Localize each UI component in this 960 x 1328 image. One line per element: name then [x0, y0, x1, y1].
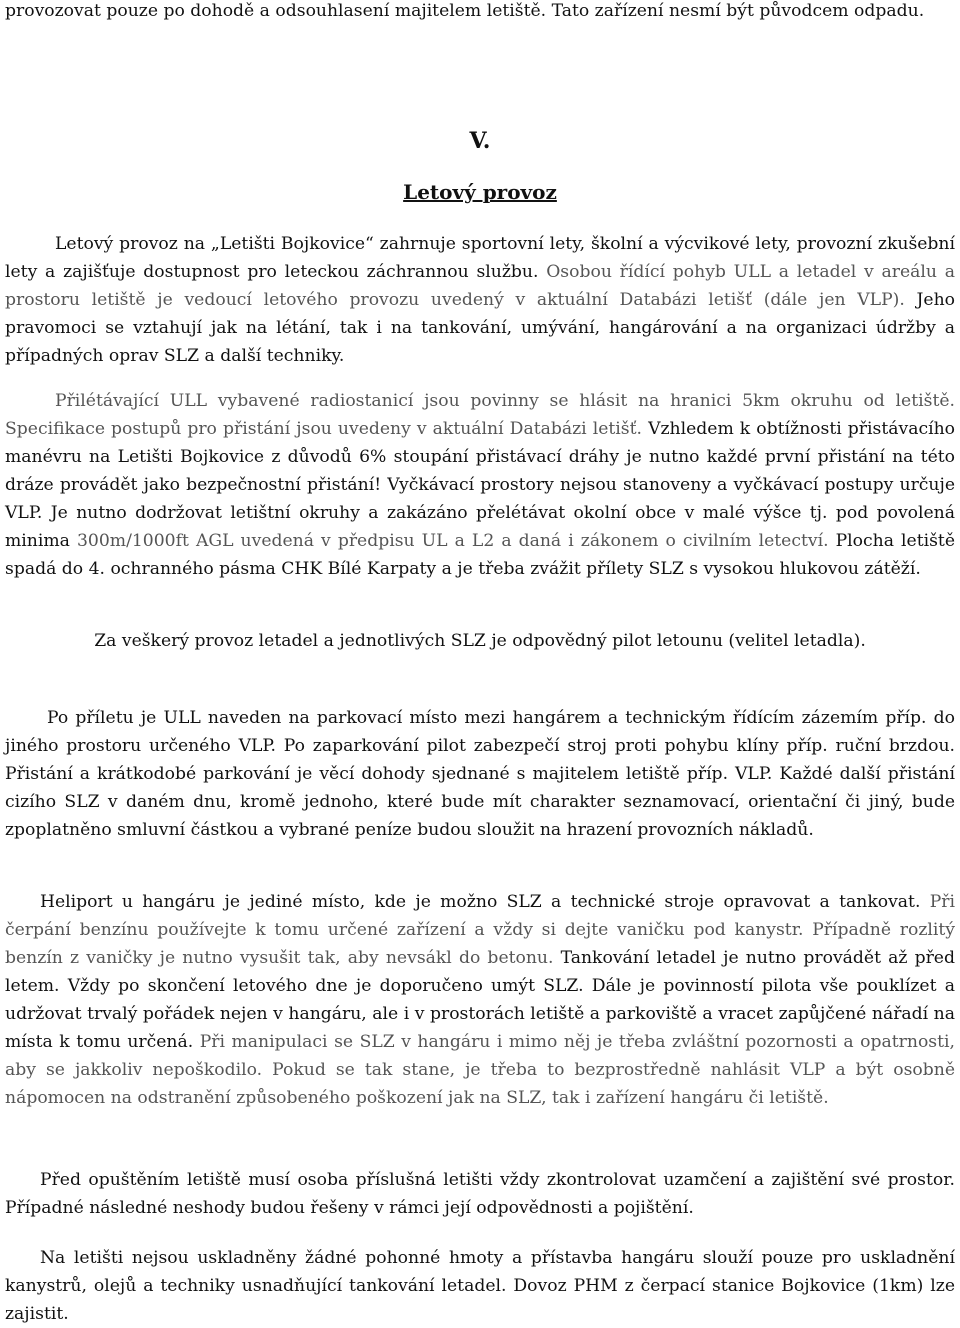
paragraph-arrivals — [5, 387, 955, 583]
paragraph-text: Při čerpání benzínu používejte k tomu určené zařízení a vždy si dejte vaničku pod kanystr. Případně rozlitý benzín z vaničky je nutno vysušit tak, aby nevsákl do betonu. — [5, 892, 955, 968]
paragraph-text: Přilétávající ULL vybavené radiostanicí jsou povinny se hlásit na hranici 5km okruhu od letiště. Specifikace postupů pro přistání jsou uvedeny v aktuální Databázi letišť. — [5, 391, 955, 439]
paragraph-text: 300m/1000ft AGL uvedená v předpisu UL a L2 a daná i zákonem o civilním letectví. — [69, 531, 829, 551]
paragraph-text: Jeho pravomoci se vztahují jak na létání, tak i na tankování, umývání, hangárování a na organizaci údržby a případných oprav SLZ a další techniky. — [5, 290, 955, 366]
paragraph-text: Osobou řídící pohyb ULL a letadel v areálu a prostoru letiště je vedoucí letového provozu uvedený v aktuální Databázi letišť (dále jen VLP). — [5, 262, 955, 310]
paragraph-text: Letový provoz na „Letišti Bojkovice“ zahrnuje sportovní lety, školní a výcvikové lety, provozní zkušební lety a zajišťuje dostupnost pro leteckou záchrannou službu. — [5, 234, 955, 282]
section-title: Letový provoz — [403, 180, 557, 204]
paragraph-pilot-responsibility: Za veškerý provoz letadel a jednotlivých SLZ je odpovědný pilot letounu (velitel letadla). — [94, 631, 866, 651]
paragraph-parking: Po příletu je ULL naveden na parkovací místo mezi hangárem a technickým řídícím zázemím příp. do jiného prostoru určeného VLP. Po zaparkování pilot zabezpečí stroj proti pohybu klíny příp. ruční brzdou. Přistání a krátkodobé parkování je věcí dohody sjednané s majitelem letiště příp. VLP. Každé další přistání cizího SLZ v daném dnu, kromě jednoho, které bude mít charakter seznamovací, orientační či jiný, bude zpoplatněno smluvní částkou a vybrané peníze budou sloužit na hrazení provozních nákladů. — [5, 708, 955, 840]
paragraph-heliport — [5, 888, 955, 1112]
paragraph-text: Heliport u hangáru je jediné místo, kde je možno SLZ a technické stroje opravovat a tankovat. — [40, 892, 921, 912]
paragraph-leaving-airfield: Před opuštěním letiště musí osoba příslušná letišti vždy zkontrolovat uzamčení a zajištění své prostor. Případné následné neshody budou řešeny v rámci její odpovědnosti a pojištění. — [5, 1170, 955, 1218]
paragraph-flight-operations — [5, 230, 955, 370]
paragraph-text: Při manipulaci se SLZ v hangáru i mimo něj je třeba zvláštní pozornosti a opatrnosti, aby se jakkoliv nepoškodilo. Pokud se tak stane, je třeba to bezprostředně nahlásit VLP a být osobně nápomocen na odstranění způsobeného poškození jak na SLZ, tak i zařízení hangáru či letiště. — [5, 1032, 955, 1108]
paragraph-text: Vzhledem k obtížnosti přistávacího manévru na Letišti Bojkovice z důvodů 6% stoupání přistávací dráhy je nutno každé první přistání na této dráze provádět jako bezpečnostní přistání! Vyčkávací prostory nejsou stanoveny a vyčkávací postupy určuje VLP. Je nutno dodržovat letištní okruhy a zakázáno přelétávat okolní obce v malé výšce tj. pod povolená minima — [5, 419, 955, 551]
paragraph-text: Tankování letadel je nutno provádět až před letem. Vždy po skončení letového dne je doporučeno umýt SLZ. Dále je povinností pilota vše pouklízet a udržovat trvalý pořádek nejen v hangáru, ale i v prostorách letiště a parkoviště a vracet zapůjčené nářadí na místa k tomu určená. — [5, 948, 955, 1052]
intro-continuation: provozovat pouze po dohodě a odsouhlasení majitelem letiště. Tato zařízení nesmí být původcem odpadu. — [5, 1, 925, 21]
paragraph-text: Plocha letiště spadá do 4. ochranného pásma CHK Bílé Karpaty a je třeba zvážit přílety SLZ s vysokou hlukovou zátěží. — [5, 531, 955, 579]
section-number: V. — [469, 128, 491, 154]
paragraph-fuel-storage: Na letišti nejsou uskladněny žádné pohonné hmoty a přístavba hangáru slouží pouze pro uskladnění kanystrů, olejů a techniky usnadňující tankování letadel. Dovoz PHM z čerpací stanice Bojkovice (1km) lze zajistit. — [5, 1248, 955, 1324]
